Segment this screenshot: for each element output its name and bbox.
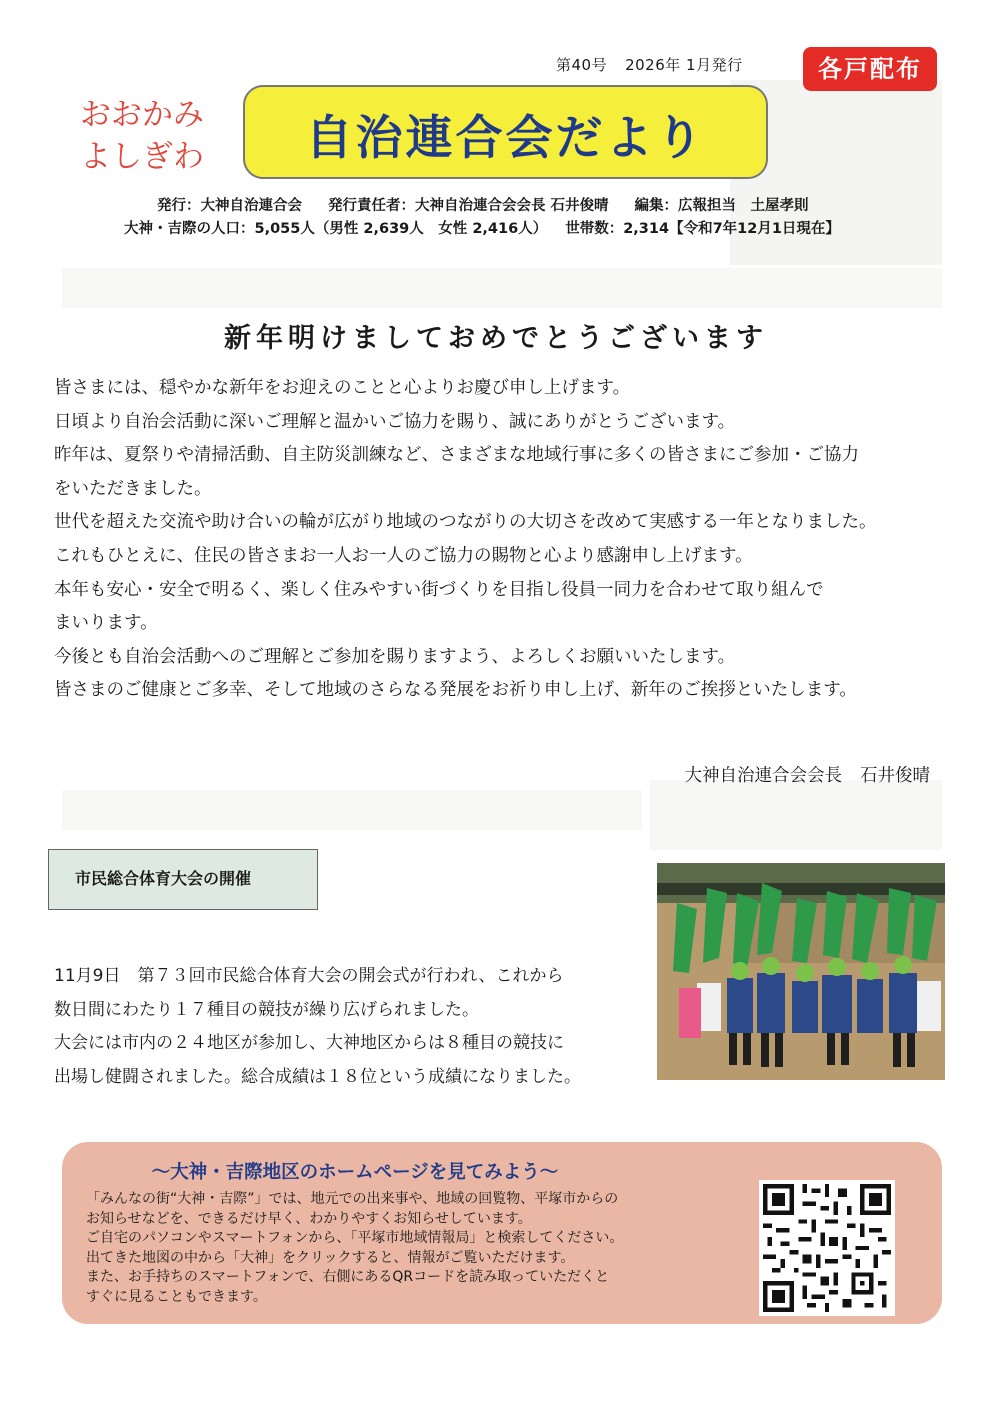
area-name-line1: おおかみ [80, 97, 204, 133]
responsible-person: 発行責任者：大神自治連合会会長 石井俊晴 [328, 198, 609, 214]
issue-date: 2026年 1月発行 [625, 56, 743, 74]
sports-line: 数日間にわたり１７種目の競技が繰り広げられました。 [54, 999, 479, 1020]
greeting-line: 今後とも自治会活動へのご理解とご参加を賜りますよう、よろしくお願いいたします。 [54, 646, 736, 667]
homepage-line: 「みんなの街“大神・吉際”」では、地元での出来事や、地域の回覧物、平塚市からの [86, 1191, 619, 1207]
greeting-line: 昨年は、夏祭りや清掃活動、自主防災訓練など、さまざまな地域行事に多くの皆さまにご参加・ご協力 [54, 445, 859, 466]
homepage-line: すぐに見ることもできます。 [86, 1288, 267, 1305]
population: 大神・吉際の人口：5,055人（男性 2,639人 女性 2,416人） [124, 221, 548, 237]
homepage-line: お知らせなどを、できるだけ早く、わかりやすくお知らせしています。 [86, 1210, 532, 1227]
signature [685, 762, 931, 787]
bleed-through [62, 268, 942, 308]
sports-line: 11月9日 第７３回市民総合体育大会の開会式が行われ、これから [54, 966, 564, 986]
signature-role: 大神自治連合会会長 [684, 766, 842, 786]
sports-line: 出場し健闘されました。総合成績は１８位という成績になりました。 [54, 1066, 581, 1087]
greeting-line: 皆さまのご健康とご多幸、そして地域のさらなる発展をお祈り申し上げ、新年のご挨拶といたします。 [54, 680, 857, 701]
area-name-line2: よしぎわ [80, 139, 204, 175]
bleed-through [62, 790, 642, 830]
qr-code-icon[interactable] [759, 1180, 895, 1316]
publisher: 発行：大神自治連合会 [157, 198, 302, 214]
newsletter-title-box [243, 85, 768, 179]
greeting-title: 新年明けましておめでとうございます [224, 323, 768, 354]
greeting-body [54, 372, 969, 708]
publication-info [157, 194, 835, 215]
households: 世帯数：2,314【令和7年12月1日現在】 [565, 221, 840, 237]
sports-line: 大会には市内の２４地区が参加し、大神地区からは８種目の競技に [54, 1033, 564, 1053]
greeting-line: 皆さまには、穏やかな新年をお迎えのことと心よりお慶び申し上げます。 [54, 378, 631, 398]
area-name [62, 94, 222, 178]
sports-opening-ceremony-photo [657, 863, 945, 1080]
bleed-through [650, 780, 942, 850]
issue-number: 第40号 [556, 56, 608, 74]
distribution-badge: 各戸配布 [803, 47, 937, 91]
population-info [124, 217, 858, 238]
homepage-line: また、お手持ちのスマートフォンで、右側にあるQRコードを読み取っていただくと [86, 1269, 610, 1285]
issue-info [556, 54, 743, 75]
sports-body [54, 960, 654, 1094]
greeting-line: 世代を超えた交流や助け合いの輪が広がり地域のつながりの大切さを改めて実感する一年となりました。 [54, 512, 877, 533]
section-heading-sports: 市民総合体育大会の開催 [48, 849, 318, 910]
editor: 編集：広報担当 土屋孝則 [634, 198, 809, 214]
greeting-line: これもひとえに、住民の皆さまお一人お一人のご協力の賜物と心より感謝申し上げます。 [54, 545, 753, 566]
homepage-title: ～大神・吉際地区のホームページを見てみよう～ [151, 1162, 559, 1183]
homepage-body [86, 1190, 736, 1307]
greeting-line: をいただきました。 [54, 478, 212, 499]
greeting-line: まいります。 [54, 613, 158, 634]
greeting-line: 日頃より自治会活動に深いご理解と温かいご協力を賜り、誠にありがとうございます。 [54, 411, 736, 432]
newsletter-title: 自治連合会だより [305, 111, 706, 166]
signature-name: 石井俊晴 [860, 766, 930, 786]
homepage-line: 出てきた地図の中から「大神」をクリックすると、情報がご覧いただけます。 [86, 1249, 575, 1266]
greeting-line: 本年も安心・安全で明るく、楽しく住みやすい街づくりを目指し役員一同力を合わせて取り組んで [54, 579, 824, 600]
homepage-line: ご自宅のパソコンやスマートフォンから、「平塚市地域情報局」と検索してください。 [86, 1230, 624, 1246]
